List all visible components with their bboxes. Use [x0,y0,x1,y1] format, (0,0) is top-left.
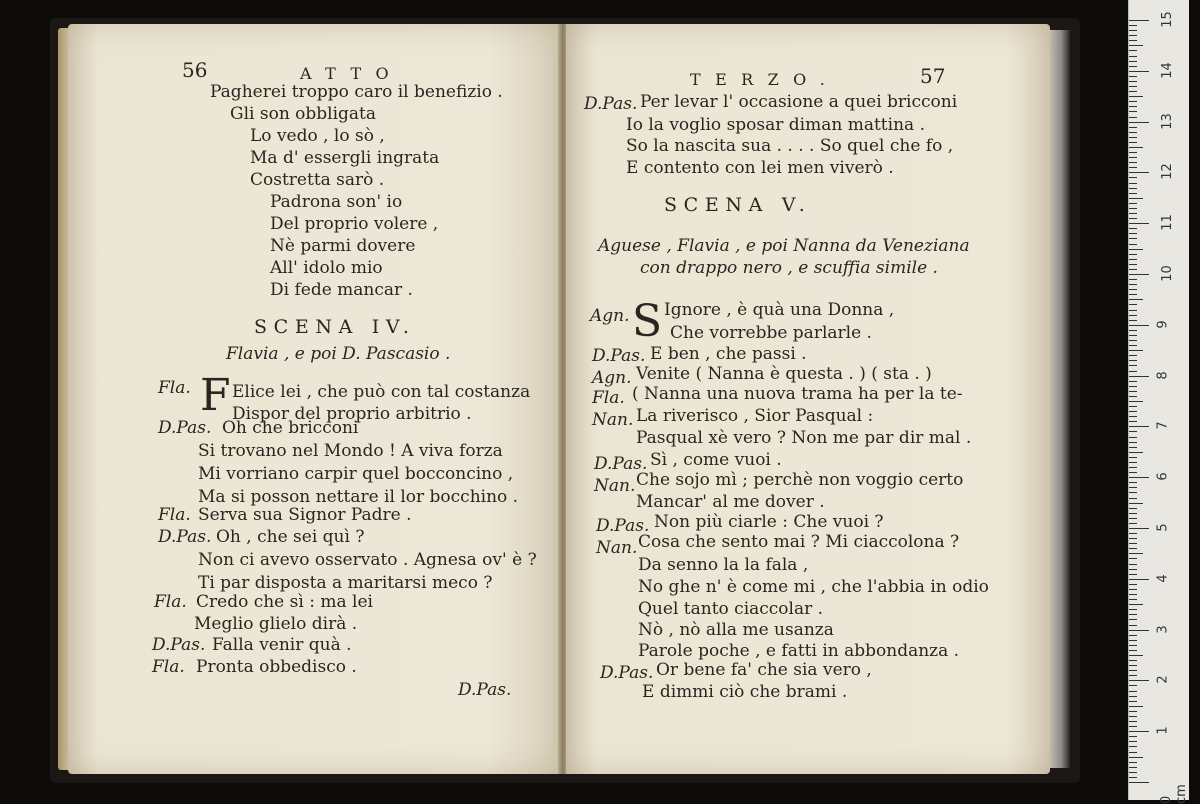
ruler-tick [1129,218,1137,219]
ruler-tick [1129,675,1137,676]
ruler-tick [1129,61,1137,62]
ruler-tick [1129,238,1137,239]
ruler-tick [1129,264,1137,265]
speaker-name: D.Pas. [594,454,648,474]
ruler-tick [1129,330,1137,331]
ruler-tick [1129,767,1137,768]
dialogue-text: Cosa che sento mai ? Mi ciaccolona ? [638,532,960,552]
verse-line: All' idolo mio [270,258,383,278]
ruler-number: 1 [1155,726,1171,735]
ruler-tick [1129,299,1143,300]
ruler-tick [1129,508,1137,509]
ruler-tick [1129,462,1137,463]
dialogue-text: Or bene fa' che sia vero , [656,660,872,680]
ruler-tick [1129,360,1137,361]
ruler-tick [1129,203,1137,204]
ruler-tick [1129,447,1137,448]
ruler-number: 2 [1155,675,1171,685]
ruler-tick [1129,437,1137,438]
dialogue-text: Ti par disposta a maritarsi meco ? [198,573,493,593]
ruler-tick [1129,117,1137,118]
dialogue-text: Quel tanto ciaccolar . [638,599,824,619]
ruler-tick [1129,670,1137,671]
verse-line: Costretta sarò . [250,170,385,190]
ruler-tick [1129,457,1137,458]
ruler-tick [1129,579,1149,580]
left-running-head: ATTO [300,64,404,83]
ruler-tick [1129,167,1137,168]
ruler-tick [1129,208,1137,209]
ruler-tick [1129,558,1137,559]
ruler-tick [1129,127,1137,128]
ruler-tick [1129,594,1137,595]
ruler-tick [1129,376,1149,377]
ruler-tick [1129,30,1137,31]
ruler-tick [1129,452,1143,453]
drop-cap: S [632,296,663,347]
ruler-number: 4 [1155,574,1171,583]
dialogue-text: Oh che bricconi [222,418,359,438]
dialogue-text: Mancar' al me dover . [636,492,825,512]
scene-characters: Flavia , e poi D. Pascasio . [226,344,451,364]
ruler-tick [1129,772,1137,773]
speaker-name: Agn. [592,368,632,388]
dialogue-text: Falla venir quà . [212,635,352,655]
ruler-tick [1129,137,1137,138]
ruler-tick [1129,721,1137,722]
ruler-number: 13 [1159,112,1175,130]
ruler-tick [1129,701,1137,702]
ruler-tick [1129,406,1137,407]
speaker-name: Fla. [158,378,191,398]
ruler-tick [1129,345,1137,346]
ruler-tick [1129,609,1137,610]
ruler-tick [1129,614,1137,615]
ruler-number: 15 [1159,11,1175,28]
dialogue-text: Dispor del proprio arbitrio . [232,404,472,424]
ruler-tick [1129,477,1149,478]
ruler-tick [1129,650,1137,651]
ruler-tick [1129,553,1143,554]
dialogue-text: Oh , che sei quì ? [216,527,365,547]
ruler-tick [1129,213,1137,214]
ruler-tick [1129,381,1137,382]
speaker-name: Fla. [154,592,187,612]
ruler-tick [1129,777,1137,778]
dialogue-text: So la nascita sua . . . . So quel che fo , [626,136,954,156]
ruler-tick [1129,564,1137,565]
speaker-name: D.Pas. [596,516,650,536]
ruler-tick [1129,310,1137,311]
ruler-tick [1129,533,1137,534]
ruler-tick [1129,350,1143,351]
ruler-tick [1129,716,1137,717]
ruler-tick [1129,188,1137,189]
verse-line: Ma d' essergli ingrata [250,148,440,168]
dialogue-text: Venite ( Nanna è questa . ) ( sta . ) [636,364,932,384]
dialogue-text: Elice lei , che può con tal costanza [232,382,531,402]
ruler-tick [1129,513,1137,514]
ruler-tick [1129,269,1137,270]
verse-line: Gli son obbligata [230,104,377,124]
ruler-tick [1129,142,1137,143]
dialogue-text: Pronta obbedisco . [196,657,357,677]
ruler-tick [1129,401,1143,402]
ruler-tick [1129,726,1137,727]
ruler-tick [1129,315,1137,316]
ruler-tick [1129,482,1137,483]
ruler-tick [1129,630,1149,631]
ruler-number: 11 [1159,214,1175,231]
ruler-tick [1129,254,1137,255]
verse-line: Padrona son' io [270,192,403,212]
ruler-tick [1129,467,1137,468]
dialogue-text: Ma si posson nettare il lor bocchino . [198,487,519,507]
speaker-name: Fla. [152,657,185,677]
ruler-tick [1129,91,1137,92]
ruler-tick [1129,736,1137,737]
ruler-tick [1129,396,1137,397]
ruler-tick [1129,96,1143,97]
dialogue-text: Parole poche , e fatti in abbondanza . [638,641,960,661]
ruler-tick [1129,259,1137,260]
ruler-tick [1129,599,1137,600]
ruler-tick [1129,223,1149,224]
ruler-tick [1129,645,1137,646]
ruler-number: 8 [1155,370,1171,380]
ruler-tick [1129,193,1137,194]
ruler-tick [1129,757,1143,758]
ruler-tick [1129,762,1137,763]
ruler-tick [1129,147,1143,148]
dialogue-text: E dimmi ciò che brami . [642,682,848,702]
ruler-tick [1129,391,1137,392]
ruler-tick [1129,294,1137,295]
ruler-tick [1129,696,1137,697]
scene-characters: con drappo nero , e scuffia simile . [640,258,938,278]
ruler-tick [1129,680,1149,681]
ruler-tick [1129,371,1137,372]
ruler-tick [1129,111,1137,112]
ruler-tick [1129,431,1137,432]
dialogue-text: E contento con lei men viverò . [626,158,894,178]
ruler-number: 6 [1155,472,1171,481]
ruler-tick [1129,569,1137,570]
speaker-name: D.Pas. [584,94,638,114]
ruler-tick [1129,711,1137,712]
speaker-name: D.Pas. [158,527,212,547]
ruler-tick [1129,45,1143,46]
dialogue-text: Meglio glielo dirà . [194,614,358,634]
ruler-tick [1129,741,1137,742]
ruler-tick [1129,518,1137,519]
ruler-tick [1129,335,1137,336]
ruler-tick [1129,538,1137,539]
ruler-tick [1129,421,1137,422]
ruler-tick [1129,365,1137,366]
ruler-tick [1129,386,1137,387]
ruler-tick [1129,71,1149,72]
dialogue-text: Ignore , è quà una Donna , [664,300,895,320]
ruler-tick [1129,101,1137,102]
speaker-name: Agn. [590,306,630,326]
ruler-tick [1129,152,1137,153]
catchword: D.Pas. [458,680,512,700]
speaker-name: Nan. [592,410,634,430]
verse-line: Nè parmi dovere [270,236,416,256]
ruler-tick [1129,183,1137,184]
ruler-tick [1129,498,1137,499]
ruler-tick [1129,523,1137,524]
ruler-tick [1129,691,1137,692]
ruler-tick [1129,66,1137,67]
ruler-tick [1129,503,1143,504]
verse-line: Lo vedo , lo sò , [250,126,385,146]
ruler-tick [1129,340,1137,341]
ruler-tick [1129,249,1143,250]
verse-line: Pagherei troppo caro il benefizio . [210,82,503,102]
ruler-tick [1129,492,1137,493]
ruler-tick [1129,106,1137,107]
scene-title: SCENA V. [664,194,812,216]
ruler-tick [1129,411,1137,412]
ruler-tick [1129,122,1149,123]
ruler-tick [1129,625,1137,626]
dialogue-text: Per levar l' occasione a quei bricconi [640,92,958,112]
ruler-tick [1129,228,1137,229]
dialogue-text: Che vorrebbe parlarle . [670,323,872,343]
dialogue-text: Non più ciarle : Che vuoi ? [654,512,884,532]
ruler-number: 5 [1155,523,1171,532]
dialogue-text: Si trovano nel Mondo ! A viva forza [198,441,503,461]
ruler-tick [1129,685,1137,686]
ruler-tick [1129,442,1137,443]
ruler-number: 7 [1155,421,1171,431]
ruler-tick [1129,660,1137,661]
ruler-tick [1129,589,1137,590]
ruler-tick [1129,416,1137,417]
ruler-tick [1129,604,1143,605]
ruler-tick [1129,635,1137,636]
right-page-edge [1048,30,1070,768]
ruler-tick [1129,487,1137,488]
right-page-number: 57 [920,64,946,88]
dialogue-text: Non ci avevo osservato . Agnesa ov' è ? [198,550,537,570]
drop-cap: F [200,370,231,421]
dialogue-text: E ben , che passi . [650,344,807,364]
ruler-tick [1129,274,1149,275]
ruler-tick [1129,76,1137,77]
ruler-tick [1129,157,1137,158]
ruler-tick [1129,289,1137,290]
dialogue-text: La riverisco , Sior Pasqual : [636,406,874,426]
ruler-tick [1129,426,1149,427]
ruler-tick [1129,752,1137,753]
dialogue-text: Mi vorriano carpir quel bocconcino , [198,464,514,484]
speaker-name: D.Pas. [158,418,212,438]
ruler-tick [1129,706,1143,707]
dialogue-text: Da senno la la fala , [638,555,809,575]
ruler-tick [1129,665,1137,666]
ruler-number: 14 [1159,62,1175,79]
ruler-number: 9 [1155,320,1171,329]
ruler-tick [1129,782,1149,783]
ruler-tick [1129,584,1137,585]
ruler-tick [1129,640,1137,641]
verse-line: Del proprio volere , [270,214,439,234]
ruler-tick [1129,233,1137,234]
ruler-tick [1129,284,1137,285]
ruler-tick [1129,50,1137,51]
ruler-tick [1129,619,1137,620]
ruler-tick [1129,244,1137,245]
right-running-head: TERZO. [690,70,840,89]
speaker-name: Fla. [592,388,625,408]
dialogue-text: Io la voglio sposar diman mattina . [626,115,925,135]
speaker-name: D.Pas. [600,663,654,683]
ruler-tick [1129,35,1137,36]
ruler-tick [1129,655,1143,656]
speaker-name: Nan. [596,538,638,558]
speaker-name: Fla. [158,505,191,525]
dialogue-text: Sì , come vuoi . [650,450,782,470]
speaker-name: Nan. [594,476,636,496]
ruler-tick [1129,472,1137,473]
ruler-number: 10 [1159,265,1175,282]
ruler-tick [1129,25,1137,26]
ruler-tick [1129,172,1149,173]
ruler-tick [1129,177,1137,178]
ruler-tick [1129,20,1149,21]
speaker-name: D.Pas. [592,346,646,366]
dialogue-text: Serva sua Signor Padre . [198,505,412,525]
dialogue-text: Nò , nò alla me usanza [638,620,834,640]
ruler-tick [1129,320,1137,321]
left-page-number: 56 [182,58,208,82]
ruler-tick [1129,198,1143,199]
ruler-tick [1129,86,1137,87]
ruler-tick [1129,574,1137,575]
ruler-tick [1129,40,1137,41]
ruler-tick [1129,279,1137,280]
ruler-number: 3 [1155,624,1171,634]
measuring-ruler [1128,0,1189,804]
ruler-tick [1129,548,1137,549]
dialogue-text: Pasqual xè vero ? Non me par dir mal . [636,428,972,448]
scene-title: SCENA IV. [254,316,416,338]
ruler-tick [1129,543,1137,544]
ruler-number: 12 [1159,163,1175,181]
ruler-tick [1129,304,1137,305]
ruler-tick [1129,162,1137,163]
speaker-name: D.Pas. [152,635,206,655]
dialogue-text: No ghe n' è come mi , che l'abbia in odio [638,577,989,597]
ruler-tick [1129,132,1137,133]
ruler-tick [1129,355,1137,356]
verse-line: Di fede mancar . [270,280,413,300]
dialogue-text: ( Nanna una nuova trama ha per la te- [632,384,963,404]
ruler-tick [1129,746,1137,747]
dialogue-text: Che sojo mì ; perchè non voggio certo [636,470,964,490]
ruler-tick [1129,56,1137,57]
ruler-tick [1129,731,1149,732]
ruler-number: 0 cm [1159,784,1189,804]
dialogue-text: Credo che sì : ma lei [196,592,373,612]
ruler-tick [1129,528,1149,529]
ruler-tick [1129,325,1149,326]
scene-characters: Aguese , Flavia , e poi Nanna da Veneziana [598,236,970,256]
ruler-tick [1129,81,1137,82]
